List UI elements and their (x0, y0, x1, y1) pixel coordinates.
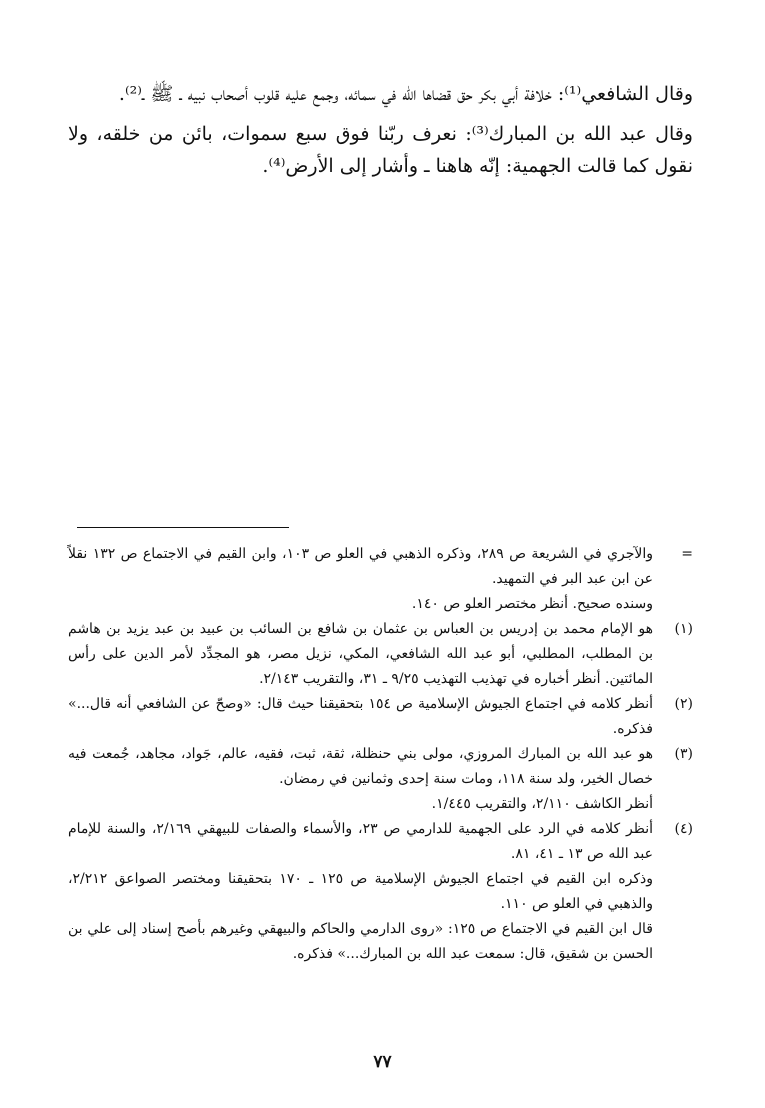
main-text (68, 78, 693, 190)
footnote-body (68, 692, 653, 742)
footnote-2 (68, 692, 693, 742)
page-number: ٧٧ (373, 1052, 392, 1072)
footnote-4 (68, 817, 693, 967)
main-paragraph-1: وقال الشافعي⁽¹⁾: خلافة أبي بكر حق قضاها الله في سمائه، وجمع عليه قلوب أصحاب نبيه ـ ﷺ ـ⁽²⁾. (118, 83, 693, 105)
footnote-body (68, 742, 653, 817)
footnote-line: هو عبد الله بن المبارك المروزي، مولى بني حنظلة، ثقة، ثبت، فقيه، عالم، جَواد، مجاهد، جُمعت فيه خصال الخير، ولد سنة ١١٨، ومات سنة إحدى وثمانين في رمضان. (68, 746, 653, 787)
footnote-marker: (٢) (674, 696, 693, 712)
footnote-marker: (١) (674, 621, 693, 637)
footnotes (68, 542, 693, 967)
footnote-continuation (68, 542, 693, 617)
footnote-line: أنظر كلامه في اجتماع الجيوش الإسلامية ص ١٥٤ بتحقيقنا حيث قال: «وصحّ عن الشافعي أنه قال...» فذكره. (68, 696, 653, 737)
footnote-line: هو الإمام محمد بن إدريس بن العباس بن عثمان بن شافع بن السائب بن عبيد بن عبد يزيد بن هاشم بن المطلب، المطلبي، أبو عبد الله الشافعي، المكي، نزيل مصر، هو المجدِّد لأمر الدين على رأس المائتين. أنظر أخباره في تهذيب التهذيب ٩/٢٥ ـ ٣١، والتقريب ٢/١٤٣. (68, 621, 653, 687)
footnote-line: أنظر الكاشف ٢/١١٠، والتقريب ١/٤٤٥. (431, 796, 653, 812)
footnote-3 (68, 742, 693, 817)
footnote-line: أنظر كلامه في الرد على الجهمية للدارمي ص ٢٣، والأسماء والصفات للبيهقي ٢/١٦٩، والسنة للإمام عبد الله ص ١٣ ـ ٤١، ٨١. (68, 821, 654, 862)
footnote-line: وذكره ابن القيم في اجتماع الجيوش الإسلامية ص ١٢٥ ـ ١٧٠ بتحقيقنا ومختصر الصواعق ٢/٢١٢، والذهبي في العلو ص ١١٠. (68, 871, 653, 912)
footnote-line: قال ابن القيم في الاجتماع ص ١٢٥: «روى الدارمي والحاكم والبيهقي وغيرهم بأصح إسناد إلى علي بن الحسن بن شقيق، قال: سمعت عبد الله بن المبارك...» فذكره. (68, 921, 653, 962)
footnote-separator (77, 527, 289, 528)
footnote-body (68, 617, 653, 692)
footnote-line: وسنده صحيح. أنظر مختصر العلو ص ١٤٠. (411, 596, 653, 612)
footnote-marker: (٣) (674, 746, 693, 762)
footnote-marker: (٤) (674, 821, 693, 837)
footnote-marker: = (681, 546, 693, 562)
main-paragraph-2: وقال عبد الله بن المبارك⁽³⁾: نعرف ربّنا فوق سبع سموات، بائن من خلقه، ولا نقول كما قالت الجهمية: إنّه هاهنا ـ وأشار إلى الأرض⁽⁴⁾. (68, 123, 693, 177)
footnote-body (68, 542, 653, 617)
footnote-body (68, 817, 653, 967)
footnote-line: والآجري في الشريعة ص ٢٨٩، وذكره الذهبي في العلو ص ١٠٣، وابن القيم في الاجتماع ص ١٣٢ نقلاً عن ابن عبد البر في التمهيد. (68, 546, 653, 587)
footnote-1 (68, 617, 693, 692)
